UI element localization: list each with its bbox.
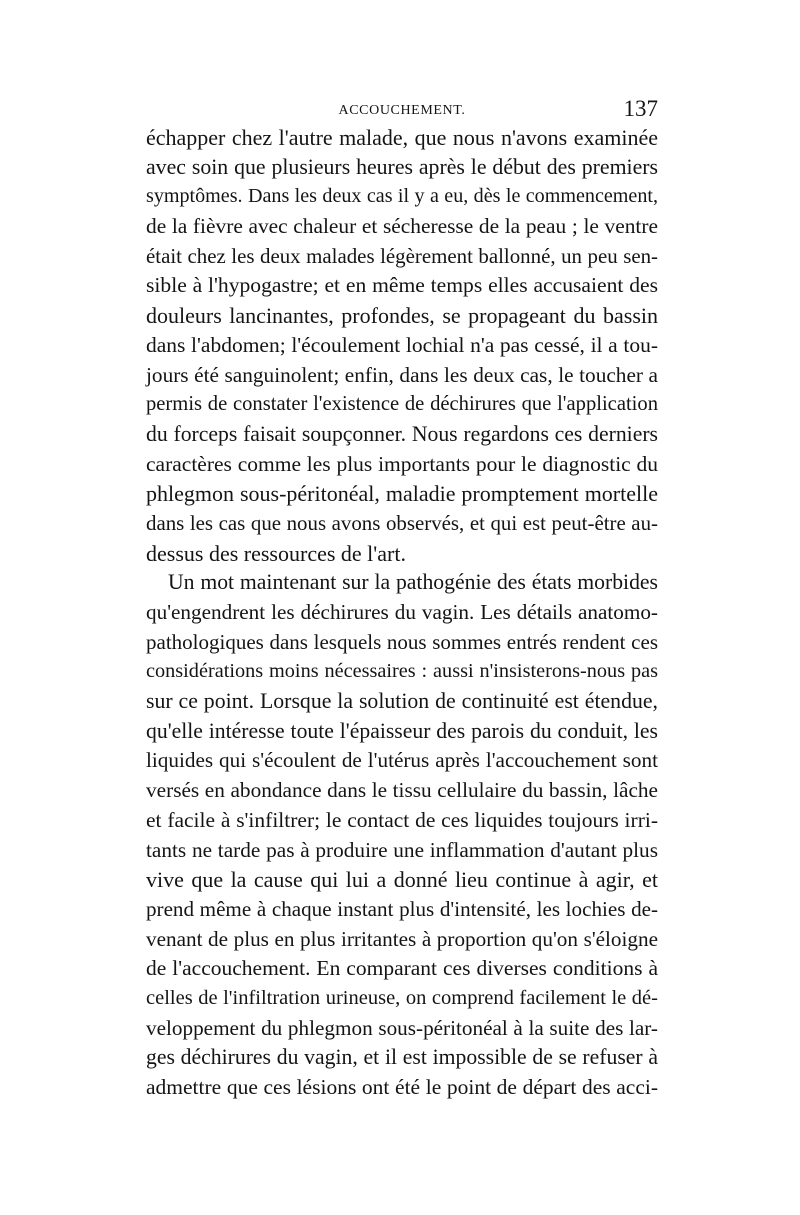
body-text: [146, 123, 658, 1103]
running-title: ACCOUCHEMENT.: [338, 103, 466, 118]
text-line: caractères comme les plus importants pour le diagnostic du: [146, 451, 658, 476]
text-line: pathologiques dans lesquels nous sommes entrés rendent ces: [146, 629, 658, 654]
text-line: qu'elle intéresse toute l'épaisseur des parois du conduit, les: [146, 718, 658, 743]
running-header: [146, 97, 658, 125]
text-line: et facile à s'infiltrer; le contact de ces liquides toujours irri-: [146, 807, 658, 832]
text-line: versés en abondance dans le tissu cellulaire du bassin, lâche: [146, 778, 658, 803]
text-line: douleurs lancinantes, profondes, se propageant du bassin: [146, 303, 658, 329]
text-line: sur ce point. Lorsque la solution de continuité est étendue,: [146, 689, 658, 714]
paragraph-1: [146, 123, 658, 568]
text-line: dans les cas que nous avons observés, et qui est peut-être au-: [146, 510, 658, 535]
text-line: dessus des ressources de l'art.: [146, 540, 406, 566]
text-line: tants ne tarde pas à produire une inflammation d'autant plus: [146, 837, 658, 862]
text-line: veloppement du phlegmon sous-péritonéal à la suite des lar-: [146, 1015, 658, 1040]
text-line: ges déchirures du vagin, et il est impossible de se refuser à: [146, 1045, 658, 1070]
text-line: symptômes. Dans les deux cas il y a eu, dès le commencement,: [146, 185, 658, 208]
text-line: phlegmon sous-péritonéal, maladie promptement mortelle: [146, 481, 658, 507]
text-line: jours été sanguinolent; enfin, dans les deux cas, le toucher a: [146, 362, 658, 387]
text-line: considérations moins nécessaires : aussi n'insisterons-nous pas: [146, 660, 658, 683]
text-line: dans l'abdomen; l'écoulement lochial n'a pas cessé, il a tou-: [146, 332, 658, 357]
text-line: celles de l'infiltration urineuse, on comprend facilement le dé-: [146, 986, 658, 1009]
text-line: du forceps faisait soupçonner. Nous regardons ces derniers: [146, 421, 658, 446]
text-line: avec soin que plusieurs heures après le début des premiers: [146, 154, 658, 179]
text-line: liquides qui s'écoulent de l'utérus après l'accouchement sont: [146, 748, 658, 773]
text-line: vive que la cause qui lui a donné lieu continue à agir, et: [146, 867, 658, 893]
text-line: admettre que ces lésions ont été le point de départ des acci-: [146, 1075, 658, 1099]
text-line: était chez les deux malades légèrement ballonné, un peu sen-: [146, 243, 658, 268]
text-line: échapper chez l'autre malade, que nous n'avons examinée: [146, 125, 658, 150]
page-number: 137: [623, 96, 658, 121]
text-line: sible à l'hypogastre; et en même temps elles accusaient des: [146, 273, 658, 298]
text-line: prend même à chaque instant plus d'intensité, les lochies de-: [146, 896, 658, 921]
text-line: venant de plus en plus irritantes à proportion qu'on s'éloigne: [146, 926, 658, 951]
text-line: qu'engendrent les déchirures du vagin. Les détails anatomo-: [146, 600, 658, 624]
text-line: permis de constater l'existence de déchirures que l'application: [146, 393, 658, 416]
text-line: de la fièvre avec chaleur et sécheresse de la peau ; le ventre: [146, 214, 658, 239]
text-line: Un mot maintenant sur la pathogénie des états morbides: [168, 570, 658, 595]
paragraph-2: [146, 568, 658, 1102]
text-line: de l'accouchement. En comparant ces diverses conditions à: [146, 956, 658, 981]
